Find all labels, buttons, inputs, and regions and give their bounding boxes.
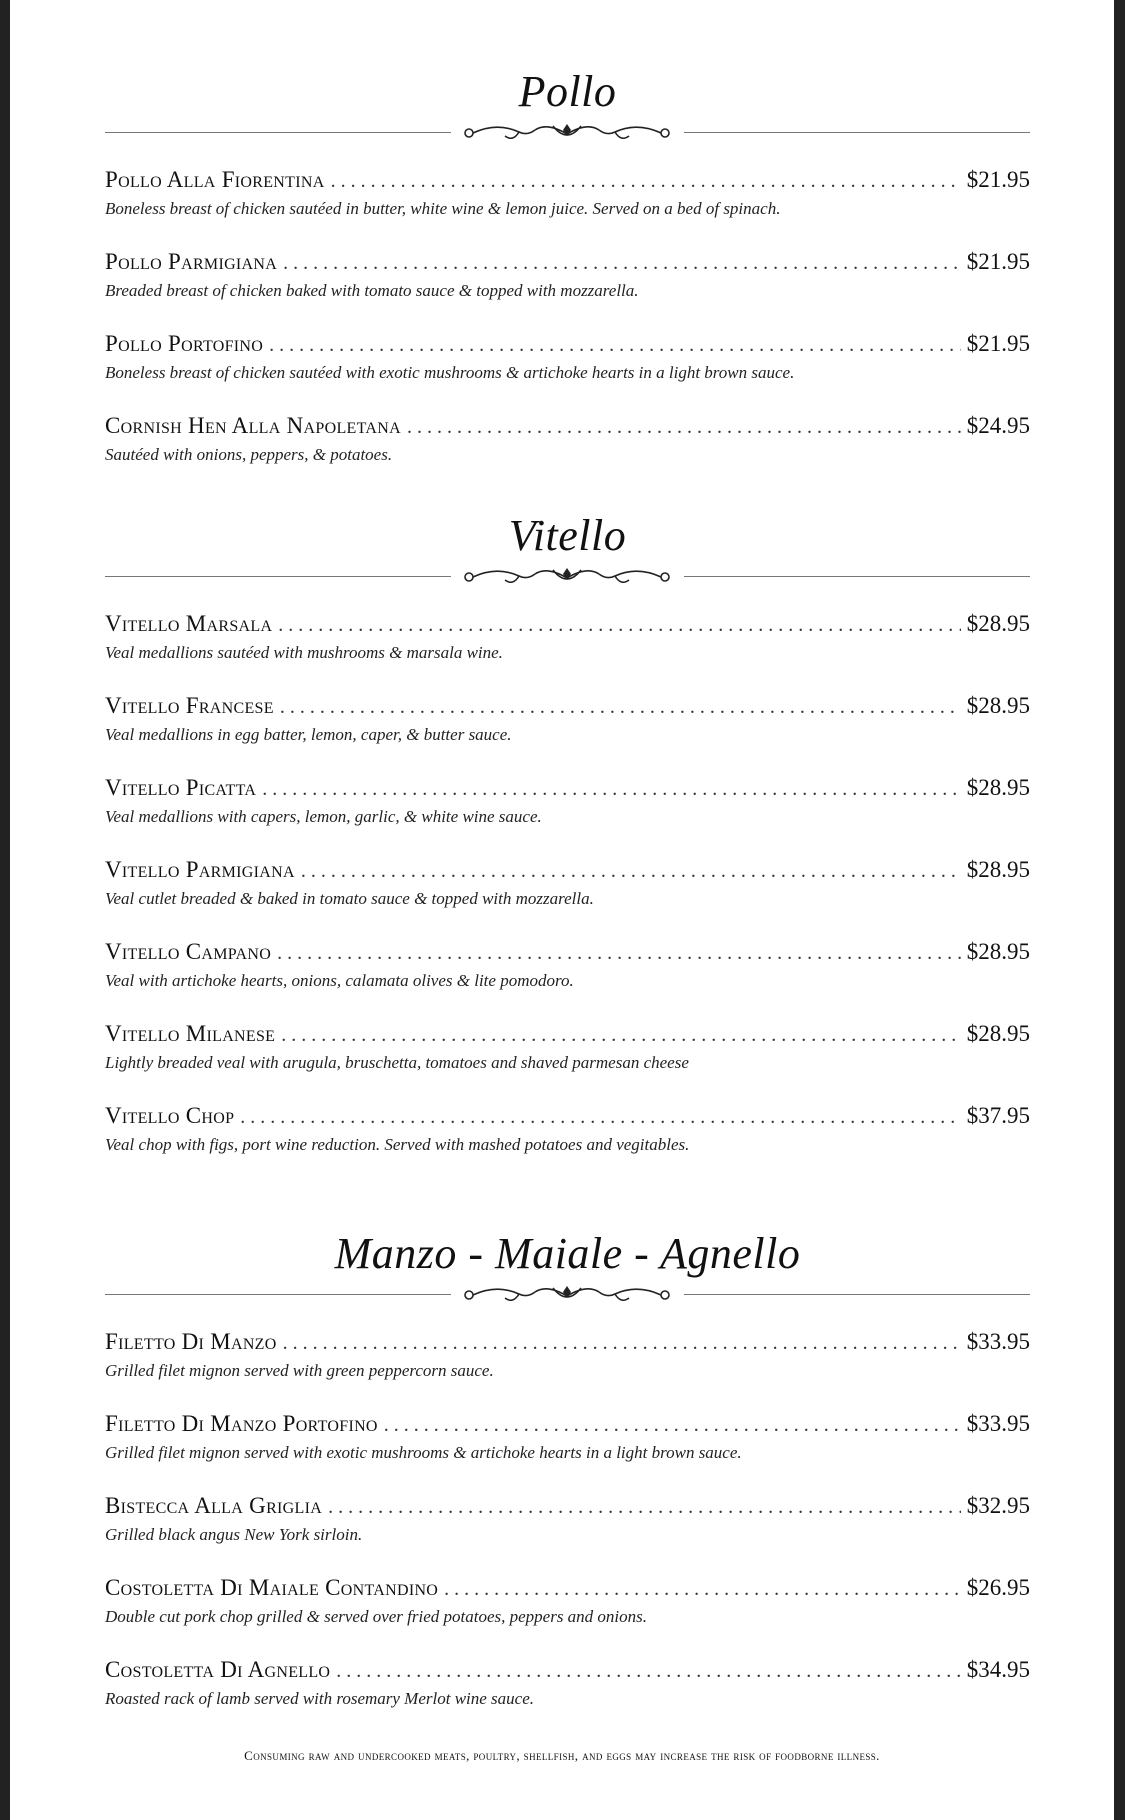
flourish-icon	[457, 562, 677, 592]
menu-item	[105, 1408, 1030, 1490]
dot-leader	[444, 1573, 961, 1605]
item-price: $24.95	[966, 413, 1030, 438]
menu-item	[105, 410, 1030, 492]
item-description: Veal medallions in egg batter, lemon, caper, & butter sauce.	[105, 725, 512, 744]
item-name: Vitello Francese	[105, 693, 274, 718]
dot-leader	[240, 1101, 960, 1133]
ornament-divider	[105, 562, 1030, 596]
menu-item	[105, 772, 1030, 854]
item-price: $21.95	[966, 331, 1030, 356]
dot-leader	[277, 937, 961, 969]
menu-item	[105, 608, 1030, 690]
dot-leader	[262, 773, 961, 805]
dot-leader	[336, 1655, 960, 1687]
item-description: Veal medallions with capers, lemon, garlic, & white wine sauce.	[105, 807, 542, 826]
item-price: $26.95	[966, 1575, 1030, 1600]
ornament-divider	[105, 1280, 1030, 1314]
item-description: Roasted rack of lamb served with rosemary Merlot wine sauce.	[105, 1689, 535, 1708]
item-name: Pollo Alla Fiorentina	[105, 167, 325, 192]
item-name: Vitello Picatta	[105, 775, 257, 800]
menu-page	[10, 0, 1114, 1820]
dot-leader	[301, 855, 961, 887]
item-name: Costoletta Di Agnello	[105, 1657, 331, 1682]
item-price: $21.95	[966, 167, 1030, 192]
item-description: Sautéed with onions, peppers, & potatoes.	[105, 445, 393, 464]
item-description: Double cut pork chop grilled & served over fried potatoes, peppers and onions.	[105, 1607, 648, 1626]
flourish-icon	[457, 118, 677, 148]
item-description: Veal chop with figs, port wine reduction. Served with mashed potatoes and vegitables.	[105, 1135, 690, 1154]
section-title: Vitello	[508, 511, 627, 560]
item-description: Lightly breaded veal with arugula, bruschetta, tomatoes and shaved parmesan cheese	[105, 1053, 689, 1072]
item-name: Cornish Hen Alla Napoletana	[105, 413, 401, 438]
item-price: $28.95	[966, 693, 1030, 718]
item-price: $28.95	[966, 611, 1030, 636]
item-description: Boneless breast of chicken sautéed in butter, white wine & lemon juice. Served on a bed of spinach.	[105, 199, 781, 218]
menu-item	[105, 690, 1030, 772]
item-name: Vitello Marsala	[105, 611, 273, 636]
dot-leader	[331, 165, 961, 197]
item-price: $28.95	[966, 1021, 1030, 1046]
menu-item	[105, 1100, 1030, 1182]
menu-item	[105, 328, 1030, 410]
dot-leader	[384, 1409, 961, 1441]
item-name: Pollo Parmigiana	[105, 249, 278, 274]
dot-leader	[269, 329, 961, 361]
item-description: Grilled black angus New York sirloin.	[105, 1525, 363, 1544]
dot-leader	[407, 411, 961, 443]
menu-item	[105, 1654, 1030, 1736]
item-description: Grilled filet mignon served with exotic mushrooms & artichoke hearts in a light brown sauce.	[105, 1443, 742, 1462]
ornament-divider	[105, 118, 1030, 152]
item-name: Vitello Campano	[105, 939, 272, 964]
item-name: Costoletta Di Maiale Contandino	[105, 1575, 439, 1600]
food-safety-disclaimer: Consuming raw and undercooked meats, poultry, shellfish, and eggs may increase the risk of foodborne illness.	[244, 1748, 880, 1763]
section-title: Manzo - Maiale - Agnello	[334, 1229, 801, 1278]
menu-item	[105, 164, 1030, 246]
item-description: Breaded breast of chicken baked with tomato sauce & topped with mozzarella.	[105, 281, 639, 300]
item-name: Pollo Portofino	[105, 331, 264, 356]
item-price: $37.95	[966, 1103, 1030, 1128]
item-name: Vitello Parmigiana	[105, 857, 295, 882]
flourish-icon	[457, 1280, 677, 1310]
item-price: $34.95	[966, 1657, 1030, 1682]
dot-leader	[283, 1327, 961, 1359]
menu-item	[105, 1326, 1030, 1408]
item-price: $28.95	[966, 775, 1030, 800]
item-price: $28.95	[966, 857, 1030, 882]
item-price: $21.95	[966, 249, 1030, 274]
menu-item	[105, 1490, 1030, 1572]
dot-leader	[328, 1491, 961, 1523]
item-name: Filetto Di Manzo	[105, 1329, 277, 1354]
item-description: Veal cutlet breaded & baked in tomato sauce & topped with mozzarella.	[105, 889, 594, 908]
section-title: Pollo	[518, 67, 617, 116]
item-description: Grilled filet mignon served with green peppercorn sauce.	[105, 1361, 494, 1380]
item-name: Vitello Chop	[105, 1103, 235, 1128]
item-price: $33.95	[966, 1411, 1030, 1436]
section-vitello	[105, 510, 1030, 1182]
item-name: Vitello Milanese	[105, 1021, 276, 1046]
item-description: Veal with artichoke hearts, onions, calamata olives & lite pomodoro.	[105, 971, 574, 990]
item-price: $28.95	[966, 939, 1030, 964]
menu-item	[105, 246, 1030, 328]
section-pollo	[105, 66, 1030, 492]
item-name: Bistecca Alla Griglia	[105, 1493, 323, 1518]
dot-leader	[281, 1019, 961, 1051]
menu-item	[105, 854, 1030, 936]
item-price: $32.95	[966, 1493, 1030, 1518]
item-description: Veal medallions sautéed with mushrooms & marsala wine.	[105, 643, 503, 662]
item-price: $33.95	[966, 1329, 1030, 1354]
menu-item	[105, 1018, 1030, 1100]
dot-leader	[280, 691, 961, 723]
item-description: Boneless breast of chicken sautéed with exotic mushrooms & artichoke hearts in a light brown sauce.	[105, 363, 795, 382]
item-name: Filetto Di Manzo Portofino	[105, 1411, 378, 1436]
menu-item	[105, 936, 1030, 1018]
dot-leader	[283, 247, 961, 279]
menu-item	[105, 1572, 1030, 1654]
section-manzo-maiale-agnello	[105, 1228, 1030, 1736]
dot-leader	[278, 609, 960, 641]
